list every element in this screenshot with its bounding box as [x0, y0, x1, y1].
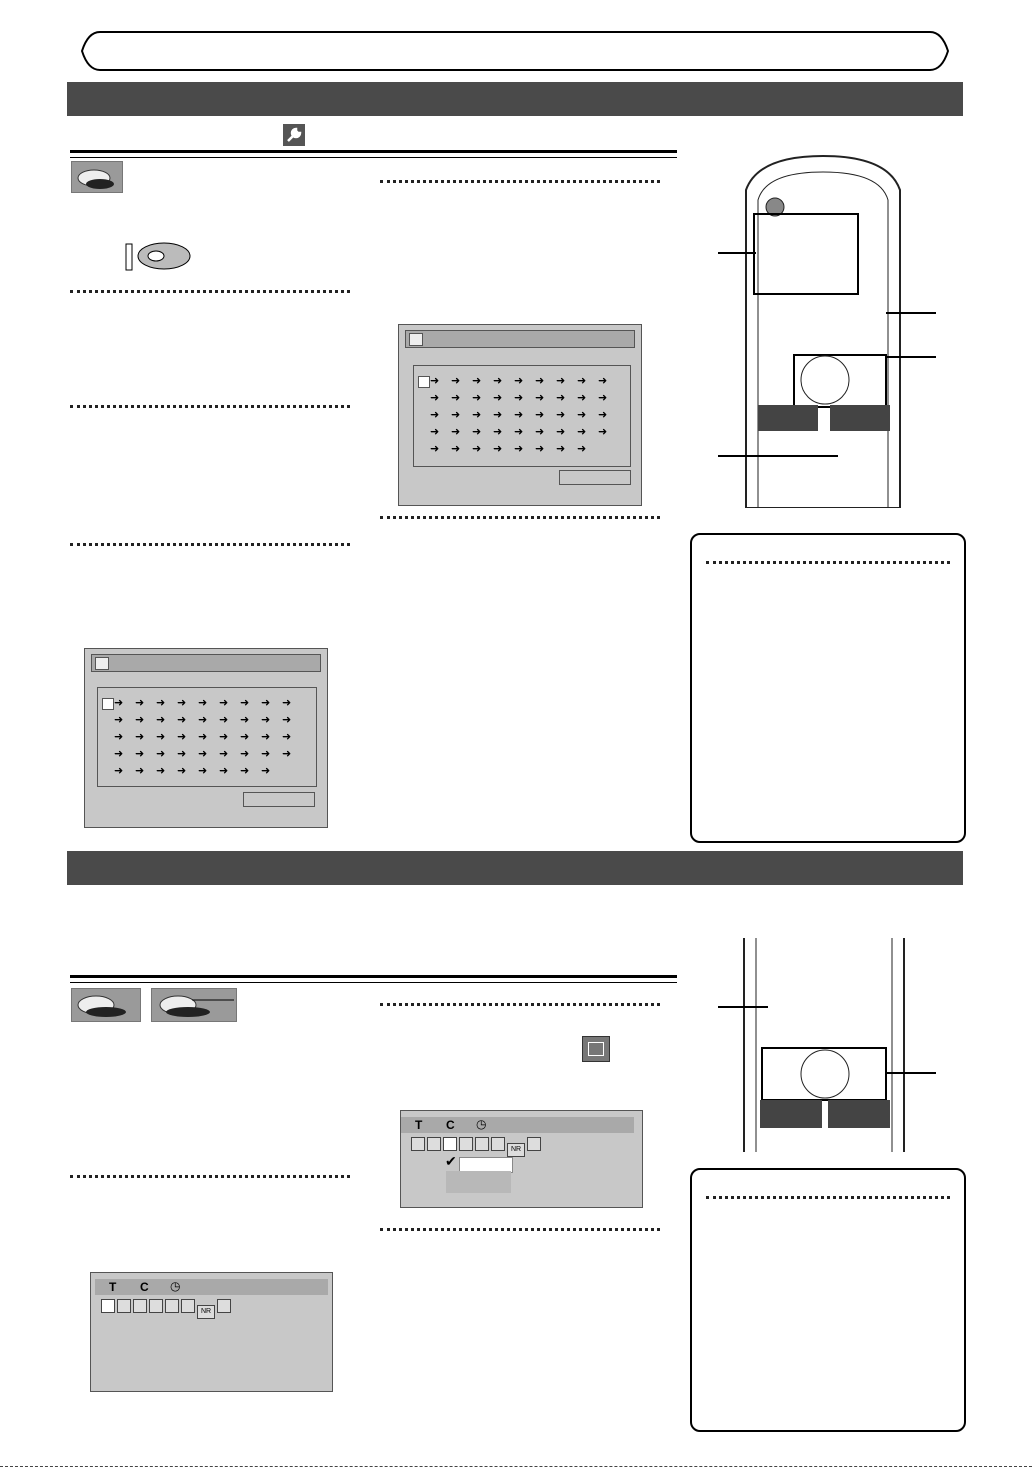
- osd-grid-arrow: ➜: [598, 425, 608, 438]
- chapter-letter: C: [446, 1118, 455, 1132]
- callout-line: [886, 356, 936, 358]
- osd-grid-arrow: ➜: [156, 713, 166, 726]
- callout-line: [886, 312, 936, 314]
- osd-grid-arrow: ➜: [156, 696, 166, 709]
- osd-grid-arrow: ➜: [261, 696, 271, 709]
- osd-grid-arrow: ➜: [282, 696, 292, 709]
- section-header-bar-2: [67, 851, 963, 885]
- osd-cursor: [418, 376, 430, 388]
- nr-icon: NR: [507, 1143, 525, 1157]
- note-box-1: [690, 533, 966, 843]
- title-letter: T: [109, 1280, 117, 1294]
- osd-menu-bar: [95, 1279, 328, 1295]
- osd-grid-arrow: ➜: [493, 391, 503, 404]
- chapter-letter: C: [140, 1280, 149, 1294]
- subtitle-option-list: [446, 1171, 511, 1193]
- osd-grid-arrow: ➜: [282, 713, 292, 726]
- osd-grid-arrow: ➜: [177, 713, 187, 726]
- callout-line: [886, 1072, 936, 1074]
- section-rule-1b: [70, 157, 677, 158]
- osd-grid-arrow: ➜: [261, 747, 271, 760]
- page-bottom-rule: [0, 1466, 1032, 1467]
- osd-grid-arrow: ➜: [598, 408, 608, 421]
- osd-grid-arrow: ➜: [577, 391, 587, 404]
- osd-grid-arrow: ➜: [535, 374, 545, 387]
- osd-grid-arrow: ➜: [598, 391, 608, 404]
- osd-grid-arrow: ➜: [114, 713, 124, 726]
- osd-grid-arrow: ➜: [430, 442, 440, 455]
- osd-grid-arrow: ➜: [451, 425, 461, 438]
- osd-grid-arrow: ➜: [156, 747, 166, 760]
- osd-grid-arrow: ➜: [577, 442, 587, 455]
- title-letter: T: [415, 1118, 423, 1132]
- osd-grid-arrow: ➜: [472, 408, 482, 421]
- osd-grid-arrow: ➜: [556, 391, 566, 404]
- osd-grid-arrow: ➜: [451, 374, 461, 387]
- osd-grid-arrow: ➜: [430, 374, 440, 387]
- osd-grid-arrow: ➜: [556, 442, 566, 455]
- osd-grid-panel: [97, 687, 317, 787]
- osd-grid-arrow: ➜: [114, 747, 124, 760]
- section-rule-2: [70, 975, 677, 978]
- osd-grid-arrow: ➜: [114, 696, 124, 709]
- osd-menu-subtitle: [400, 1110, 643, 1208]
- osd-grid-arrow: ➜: [451, 408, 461, 421]
- osd-grid-arrow: ➜: [430, 391, 440, 404]
- callout-line: [718, 1006, 768, 1008]
- osd-grid-arrow: ➜: [219, 747, 229, 760]
- osd-grid-arrow: ➜: [177, 730, 187, 743]
- osd-grid-arrow: ➜: [156, 764, 166, 777]
- osd-grid-arrow: ➜: [493, 408, 503, 421]
- osd-grid-arrow: ➜: [451, 391, 461, 404]
- osd-icon-row: [101, 1299, 326, 1315]
- osd-grid-arrow: ➜: [177, 747, 187, 760]
- osd-grid-arrow: ➜: [514, 408, 524, 421]
- osd-grid-arrow: ➜: [535, 442, 545, 455]
- osd-grid-arrow: ➜: [177, 696, 187, 709]
- osd-grid-arrow: ➜: [198, 747, 208, 760]
- osd-grid-arrow: ➜: [514, 425, 524, 438]
- osd-screen-grid-1: [398, 324, 642, 506]
- osd-cursor: [102, 698, 114, 710]
- note-box-2: [690, 1168, 966, 1432]
- osd-grid-panel: [413, 365, 631, 467]
- osd-grid-arrow: ➜: [514, 391, 524, 404]
- osd-title-bar: [405, 330, 635, 348]
- step-divider: [70, 405, 350, 408]
- osd-grid-arrow: ➜: [240, 713, 250, 726]
- osd-grid-arrow: ➜: [219, 730, 229, 743]
- osd-grid-arrow: ➜: [240, 764, 250, 777]
- osd-grid-arrow: ➜: [556, 374, 566, 387]
- osd-grid-arrow: ➜: [261, 764, 271, 777]
- osd-grid-arrow: ➜: [261, 730, 271, 743]
- osd-grid-arrow: ➜: [156, 730, 166, 743]
- callout-line: [718, 455, 838, 457]
- disc-icon: [151, 988, 237, 1022]
- note-divider: [706, 1196, 950, 1199]
- osd-grid-arrow: ➜: [198, 730, 208, 743]
- osd-icon-row: [411, 1137, 636, 1153]
- osd-grid-arrow: ➜: [240, 747, 250, 760]
- osd-grid-arrow: ➜: [282, 730, 292, 743]
- osd-grid-arrow: ➜: [198, 764, 208, 777]
- osd-grid-arrow: ➜: [114, 730, 124, 743]
- osd-menu: [90, 1272, 333, 1392]
- osd-menu-bar: [401, 1117, 634, 1133]
- osd-grid-arrow: ➜: [430, 425, 440, 438]
- osd-grid-arrow: ➜: [535, 391, 545, 404]
- nr-icon: NR: [197, 1305, 215, 1319]
- osd-grid-arrow: ➜: [219, 764, 229, 777]
- osd-grid-arrow: ➜: [556, 408, 566, 421]
- callout-line: [718, 252, 756, 254]
- step-divider: [380, 516, 660, 519]
- osd-grid-arrow: ➜: [261, 713, 271, 726]
- disc-icon: [71, 161, 123, 193]
- osd-grid-arrow: ➜: [577, 425, 587, 438]
- osd-button: [559, 470, 631, 485]
- osd-grid-arrow: ➜: [493, 442, 503, 455]
- osd-grid-arrow: ➜: [114, 764, 124, 777]
- disc-icon: [71, 988, 141, 1022]
- section-rule-2b: [70, 982, 677, 983]
- section-header-bar-1: [67, 82, 963, 116]
- step-divider: [380, 180, 660, 183]
- osd-grid-arrow: ➜: [556, 425, 566, 438]
- remote-control-2: [740, 938, 908, 1152]
- osd-grid-arrow: ➜: [430, 408, 440, 421]
- osd-grid-arrow: ➜: [282, 747, 292, 760]
- wrench-icon: [283, 124, 305, 146]
- osd-grid-arrow: ➜: [198, 696, 208, 709]
- osd-grid-arrow: ➜: [472, 442, 482, 455]
- osd-grid-arrow: ➜: [240, 696, 250, 709]
- osd-grid-arrow: ➜: [135, 713, 145, 726]
- osd-grid-arrow: ➜: [135, 747, 145, 760]
- osd-grid-arrow: ➜: [135, 696, 145, 709]
- osd-grid-arrow: ➜: [535, 425, 545, 438]
- osd-title-bar: [91, 654, 321, 672]
- osd-button: [243, 792, 315, 807]
- osd-grid-arrow: ➜: [135, 764, 145, 777]
- step-divider: [70, 543, 350, 546]
- check-icon: ✔: [445, 1153, 457, 1169]
- osd-grid-arrow: ➜: [198, 713, 208, 726]
- osd-screen-grid-2: [84, 648, 328, 828]
- osd-grid-arrow: ➜: [472, 425, 482, 438]
- osd-grid-arrow: ➜: [451, 442, 461, 455]
- osd-grid-arrow: ➜: [577, 374, 587, 387]
- osd-grid-arrow: ➜: [493, 425, 503, 438]
- osd-grid-arrow: ➜: [472, 374, 482, 387]
- header-banner: [80, 30, 950, 72]
- osd-grid-arrow: ➜: [177, 764, 187, 777]
- disc-icon: [95, 657, 109, 670]
- clock-icon: ◷: [170, 1279, 181, 1293]
- disc-insert-icon: [120, 240, 192, 272]
- step-divider: [70, 1175, 350, 1178]
- osd-grid-arrow: ➜: [535, 408, 545, 421]
- osd-grid-arrow: ➜: [135, 730, 145, 743]
- osd-grid-arrow: ➜: [514, 374, 524, 387]
- step-divider: [380, 1003, 660, 1006]
- osd-grid-arrow: ➜: [219, 713, 229, 726]
- disc-icon: [409, 333, 423, 346]
- osd-grid-arrow: ➜: [514, 442, 524, 455]
- osd-grid-arrow: ➜: [577, 408, 587, 421]
- section-rule-1: [70, 150, 677, 153]
- osd-grid-arrow: ➜: [598, 374, 608, 387]
- clock-icon: ◷: [476, 1117, 487, 1131]
- step-divider: [380, 1228, 660, 1231]
- step-divider: [70, 290, 350, 293]
- note-divider: [706, 561, 950, 564]
- osd-grid-arrow: ➜: [493, 374, 503, 387]
- subtitle-icon: [582, 1036, 610, 1062]
- osd-grid-arrow: ➜: [240, 730, 250, 743]
- osd-grid-arrow: ➜: [219, 696, 229, 709]
- osd-grid-arrow: ➜: [472, 391, 482, 404]
